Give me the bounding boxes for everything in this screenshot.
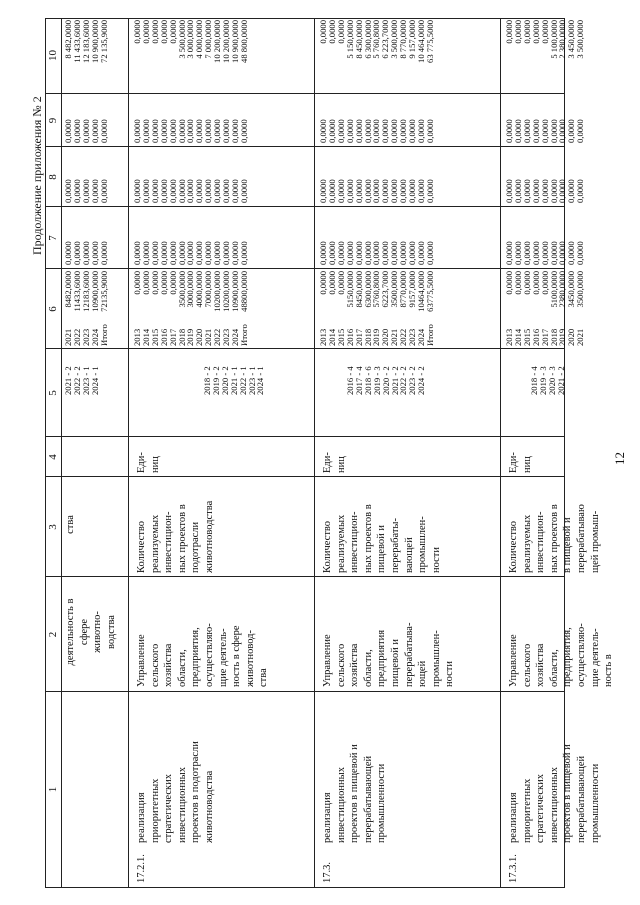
header-col-6: 6 xyxy=(47,306,59,312)
row-executor: Управление сельского хозяйства области, предприятия пищевой и перерабатыва- ющей промышлен- ности xyxy=(322,622,456,687)
continuation-total: 8 482,0000 11 433,6000 12 183,6000 10 900,0000 72 135,9000 xyxy=(63,20,109,63)
continuation-col7: 0,0000 0,0000 0,0000 0,0000 0,0000 xyxy=(63,241,109,265)
row-quantities: 2018 - 2 2019 - 2 2020 - 2 2021 - 1 2022 - 1 2023 - 1 2024 - 1 xyxy=(202,366,266,395)
continuation-quantities: 2021 - 2 2022 - 2 2023 - 1 2024 - 1 xyxy=(63,366,100,395)
row-col9: 0,0000 0,0000 0,0000 0,0000 0,0000 0,0000 0,0000 0,0000 0,0000 xyxy=(504,119,586,143)
row-quantities: 2018 - 4 2019 - 3 2020 - 3 2021 - 2 xyxy=(529,366,566,395)
continuation-executor: деятельность в сфере животно- водства xyxy=(65,598,117,666)
row-years: 2013 2014 2015 2016 2017 2018 2019 2020 2021 2022 2023 2024 Итого xyxy=(132,324,249,346)
row-unit: Еди- ниц xyxy=(322,452,347,473)
row-col8: 0,0000 0,0000 0,0000 0,0000 0,0000 0,0000 0,0000 0,0000 0,0000 0,0000 0,0000 0,0000 0,0000 xyxy=(132,179,249,203)
header-col-3: 3 xyxy=(47,524,59,530)
row-col7: 0,0000 0,0000 0,0000 0,0000 0,0000 0,0000 0,0000 0,0000 0,0000 xyxy=(504,241,586,265)
row-executor: Управление сельского хозяйства области, предприятия, осуществляю- щие деятель- ность в xyxy=(508,623,615,687)
row-quantities: 2016 - 4 2017 - 4 2018 - 6 2019 - 3 2020 - 2 2021 - 2 2022 - 2 2023 - 2 2024 - 2 xyxy=(345,366,427,395)
row-indicator: Количество реализуемых инвестицион- ных проектов в в пищевой и перерабатываю щей промыш- xyxy=(508,504,601,573)
row-total: 0,0000 0,0000 0,0000 5 150,0000 8 450,0000 6 300,0000 5 760,8000 6 223,7000 3 500,0000 8 770,0000 9 157,0000 10 464,0000 63 775,5000 xyxy=(318,20,435,63)
header-col-1: 1 xyxy=(47,786,59,793)
row-number: 17.3.1. xyxy=(508,854,519,883)
row-total: 0,0000 0,0000 0,0000 0,0000 0,0000 5 100,0000 2 380,0000 3 450,0000 3 500,0000 xyxy=(504,20,586,59)
header-col-8: 8 xyxy=(47,174,59,180)
row-indicator: Количество реализуемых инвестицион- ных проектов в пищевой и перерабаты- вающей промышлен- ности xyxy=(322,504,442,573)
row-total: 0,0000 0,0000 0,0000 0,0000 0,0000 3 500,0000 3 000,0000 4 000,0000 7 000,0000 10 200,0000 10 200,0000 10 900,0000 48 800,0000 xyxy=(132,20,249,63)
row-years: 2013 2014 2015 2016 2017 2018 2019 2020 2021 2022 2023 2024 Итого xyxy=(318,324,435,346)
header-col-7: 7 xyxy=(47,235,59,241)
row-activity: реализация инвестиционных проектов в пищевой и перерабатывающей промышленности xyxy=(322,744,388,843)
row-federal: 0,0000 0,0000 0,0000 5150,0000 8450,0000 6300,0000 5760,8000 6223,7000 3500,0000 8770,0000 9157,0000 10464,0000 63775,5000 xyxy=(318,271,435,312)
header-col-9: 9 xyxy=(47,117,59,124)
continuation-years: 2021 2022 2023 2024 Итого xyxy=(63,324,109,346)
row-unit: Еди- ниц xyxy=(136,452,161,473)
continuation-col8: 0,0000 0,0000 0,0000 0,0000 0,0000 xyxy=(63,179,109,203)
row-indicator: Количество реализуемых инвестицион- ных проектов в подотрасли животноводства xyxy=(136,500,215,573)
row-col7: 0,0000 0,0000 0,0000 0,0000 0,0000 0,0000 0,0000 0,0000 0,0000 0,0000 0,0000 0,0000 0,0000 xyxy=(318,241,435,265)
continuation-indicator: ства xyxy=(65,515,76,534)
appendix-title: Продолжение приложения № 2 xyxy=(30,96,44,255)
continuation-federal: 8482,0000 11433,6000 12183,6000 10900,0000 72135,9000 xyxy=(63,271,109,312)
row-col8: 0,0000 0,0000 0,0000 0,0000 0,0000 0,0000 0,0000 0,0000 0,0000 xyxy=(504,179,586,203)
header-col-4: 4 xyxy=(47,454,59,460)
row-col7: 0,0000 0,0000 0,0000 0,0000 0,0000 0,0000 0,0000 0,0000 0,0000 0,0000 0,0000 0,0000 0,0000 xyxy=(132,241,249,265)
row-federal: 0,0000 0,0000 0,0000 0,0000 0,0000 5100,0000 2380,0000 3450,0000 3500,0000 xyxy=(504,271,586,308)
row-activity: реализация приоритетных стратегических инвестиционных проектов в подотрасли животноводства xyxy=(136,741,215,843)
row-executor: Управление сельского хозяйства области, предприятия, осуществляю- щие деятель- ность в сфере животновод- ства xyxy=(136,623,270,687)
row-number: 17.3. xyxy=(322,862,333,883)
row-col9: 0,0000 0,0000 0,0000 0,0000 0,0000 0,0000 0,0000 0,0000 0,0000 0,0000 0,0000 0,0000 0,0000 xyxy=(132,119,249,143)
page-number: 12 xyxy=(612,452,627,465)
row-col8: 0,0000 0,0000 0,0000 0,0000 0,0000 0,0000 0,0000 0,0000 0,0000 0,0000 0,0000 0,0000 0,0000 xyxy=(318,179,435,203)
row-federal: 0,0000 0,0000 0,0000 0,0000 0,0000 3500,0000 3000,0000 4000,0000 7000,0000 10200,0000 10200,0000 10900,0000 48800,0000 xyxy=(132,271,249,312)
continuation-col9: 0,0000 0,0000 0,0000 0,0000 0,0000 xyxy=(63,119,109,143)
header-col-5: 5 xyxy=(47,390,59,396)
row-number: 17.2.1. xyxy=(136,854,147,883)
row-unit: Еди- ниц xyxy=(508,452,533,473)
row-years: 2013 2014 2015 2016 2017 2018 2019 2020 2021 xyxy=(504,328,586,346)
row-activity: реализация приоритетных стратегических инвестиционных проектов в пищевой и перерабатывающей промышленности xyxy=(508,744,601,843)
program-table xyxy=(45,18,615,888)
header-col-2: 2 xyxy=(47,631,59,638)
header-col-10: 10 xyxy=(47,50,59,61)
row-col9: 0,0000 0,0000 0,0000 0,0000 0,0000 0,0000 0,0000 0,0000 0,0000 0,0000 0,0000 0,0000 0,0000 xyxy=(318,119,435,143)
